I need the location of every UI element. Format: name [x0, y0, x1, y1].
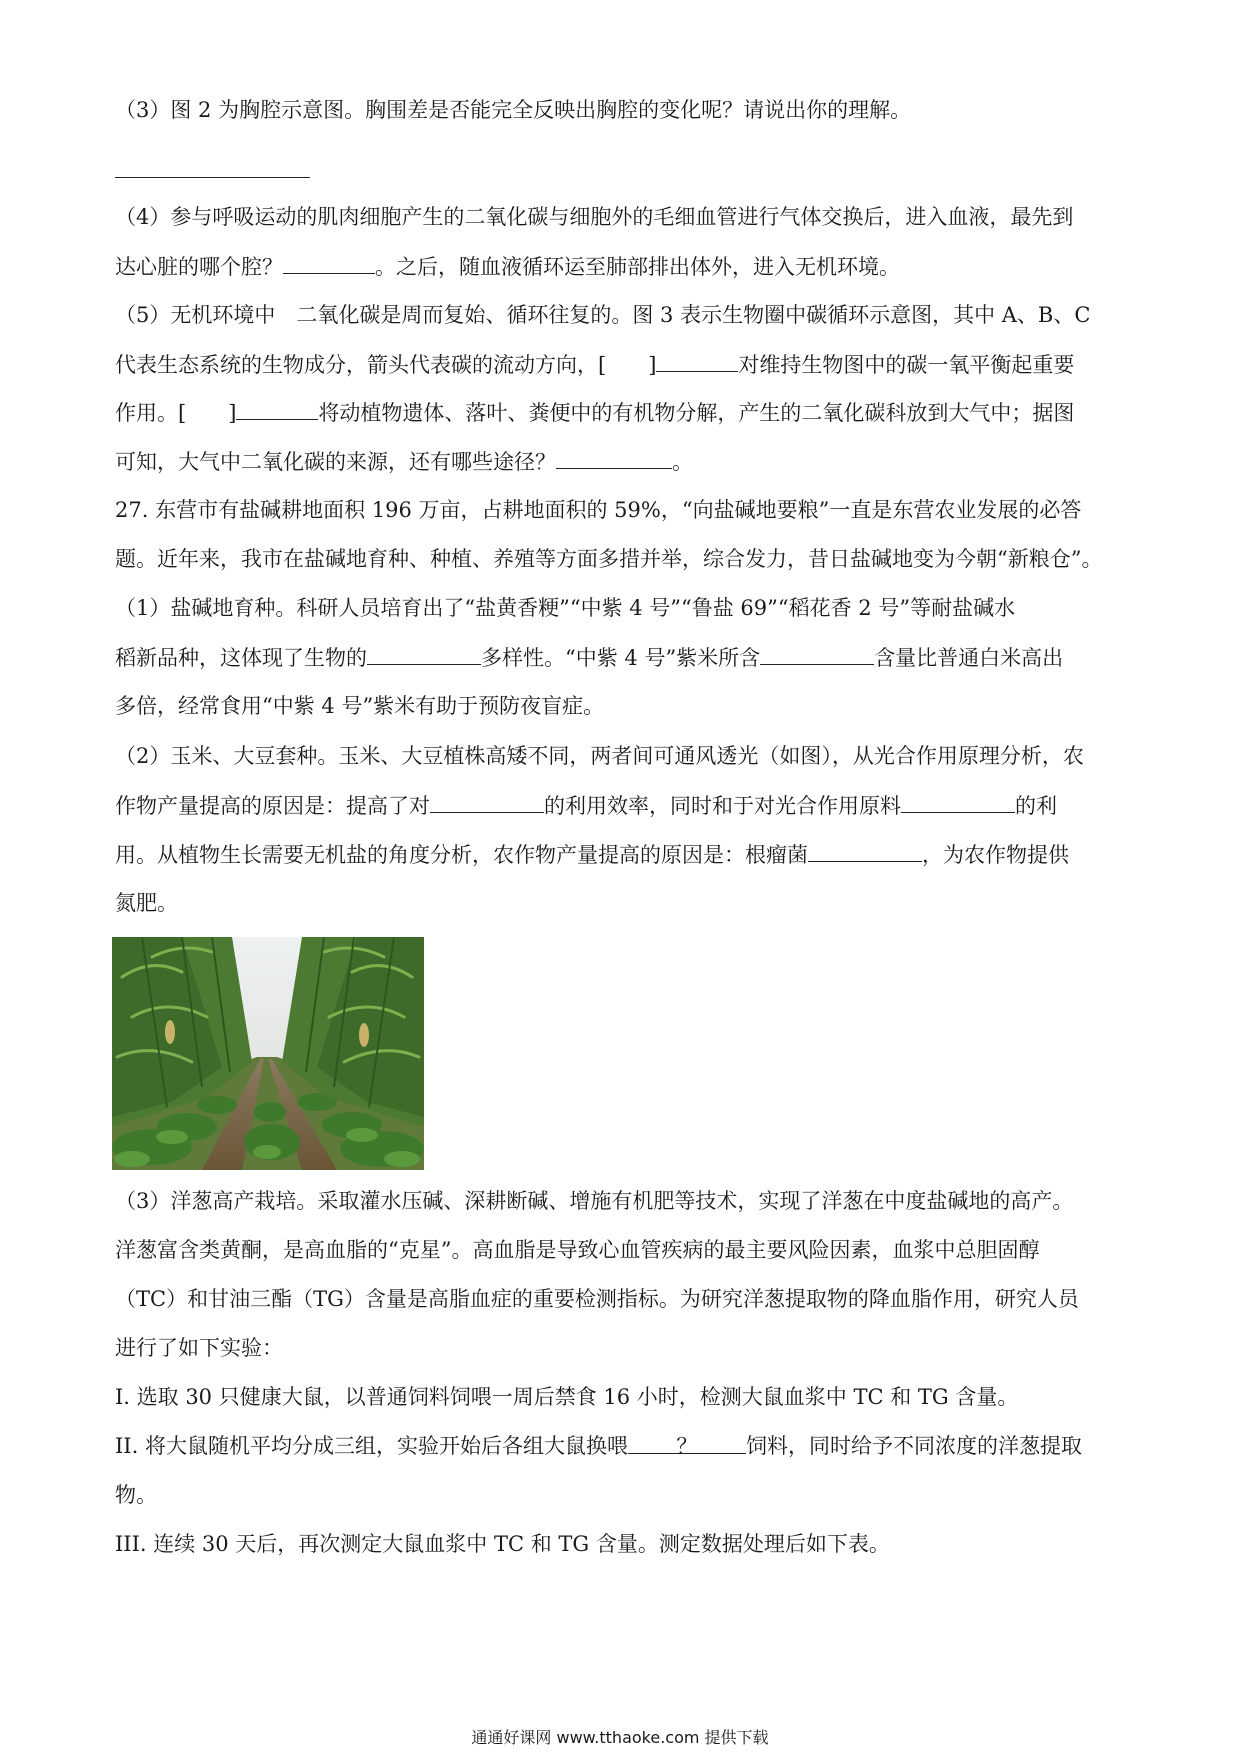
q26-part4-text: 。之后，随血液循环运至肺部排出体外，进入无机环境。: [375, 255, 900, 279]
answer-blank: [283, 251, 375, 274]
q26-part5-text: 作用。[ ]: [115, 401, 237, 425]
q27-step1: I. 选取 30 只健康大鼠，以普通饲料饲喂一周后禁食 16 小时，检测大鼠血浆中 TC 和 TG 含量。: [115, 1385, 1019, 1409]
q27-part2-line4: 氮肥。: [115, 891, 178, 915]
answer-blank: [760, 642, 874, 665]
q27-part2-text: 的利用效率，同时和于对光合作用原料: [544, 794, 901, 818]
q27-part2-text: ，为农作物提供: [922, 843, 1069, 867]
q27-part3-line1: （3）洋葱高产栽培。采取灌水压碱、深耕断碱、增施有机肥等技术，实现了洋葱在中度盐碱地的高产。: [115, 1189, 1074, 1213]
q26-part3-text: （3）图 2 为胸腔示意图。胸围差是否能完全反映出胸腔的变化呢？请说出你的理解。: [115, 98, 912, 122]
q27-part2-line3: [115, 839, 1135, 870]
q27-step2-line1: [115, 1431, 1135, 1461]
q26-part5-text: 。: [672, 450, 693, 474]
q27-step2-line2: 物。: [115, 1483, 157, 1507]
answer-blank: [901, 790, 1015, 813]
q27-part3-line4: 进行了如下实验：: [115, 1336, 283, 1360]
q27-part2-text: 的利: [1015, 794, 1057, 818]
q27-part3-line2: 洋葱富含类黄酮，是高血脂的“克星”。高血脂是导致心血管疾病的最主要风险因素，血浆中总胆固醇: [115, 1238, 1040, 1262]
q27-part1-line3: 多倍，经常食用“中紫 4 号”紫米有助于预防夜盲症。: [115, 694, 605, 718]
q27-part1-text: 含量比普通白米高出: [874, 646, 1064, 670]
answer-line: [115, 177, 310, 178]
q27-part1-text: 稻新品种，这体现了生物的: [115, 646, 367, 670]
q26-part5-line3: [115, 397, 1135, 428]
q27-part1-line2: [115, 642, 1135, 673]
q27-part1-line1: （1）盐碱地育种。科研人员培育出了“盐黄香粳”“中紫 4 号”“鲁盐 69”“稻花香 2 号”等耐盐碱水: [115, 596, 1016, 620]
corn-soybean-intercrop-photo: [112, 937, 424, 1170]
q26-part4-line1: （4）参与呼吸运动的肌肉细胞产生的二氧化碳与细胞外的毛细血管进行气体交换后，进入血液，最先到: [115, 205, 1074, 229]
q27-intro-line1: 27. 东营市有盐碱耕地面积 196 万亩，占耕地面积的 59%，“向盐碱地要粮”一直是东营农业发展的必答: [115, 498, 1082, 522]
q26-part5-text: 对维持生物图中的碳一氧平衡起重要: [738, 353, 1075, 377]
answer-blank: [236, 397, 318, 420]
q27-part2-line2: [115, 790, 1135, 821]
q27-part2-text: 作物产量提高的原因是：提高了对: [115, 794, 430, 818]
q26-part5-text: 将动植物遗体、落叶、粪便中的有机物分解，产生的二氧化碳科放到大气中；据图: [318, 401, 1075, 425]
answer-blank: [556, 446, 672, 469]
answer-blank: [656, 349, 738, 372]
q26-part4-line2: [115, 251, 1135, 282]
page-footer: 通通好课网 www.tthaoke.com 提供下载: [471, 1728, 769, 1747]
q27-part3-line3: （TC）和甘油三酯（TG）含量是高脂血症的重要检测指标。为研究洋葱提取物的降血脂作用，研究人员: [115, 1287, 1079, 1311]
q27-step2-text: II. 将大鼠随机平均分成三组，实验开始后各组大鼠换喂: [115, 1434, 628, 1458]
q26-part5-text: 可知，大气中二氧化碳的来源，还有哪些途径？: [115, 450, 556, 474]
q27-part2-text: 用。从植物生长需要无机盐的角度分析，农作物产量提高的原因是：根瘤菌: [115, 843, 808, 867]
q26-part5-text: 代表生态系统的生物成分，箭头代表碳的流动方向，[ ]: [115, 353, 657, 377]
q27-part1-text: 多样性。“中紫 4 号”紫米所含: [481, 646, 761, 670]
answer-blank: ？: [628, 1431, 746, 1454]
answer-blank: [430, 790, 544, 813]
q26-part5-line1: （5）无机环境中 二氧化碳是周而复始、循环往复的。图 3 表示生物圈中碳循环示意图，其中 A、B、C: [115, 303, 1091, 327]
q27-step2-text: 饲料，同时给予不同浓度的洋葱提取: [745, 1434, 1082, 1458]
answer-blank: [367, 642, 481, 665]
q26-part4-text: 达心脏的哪个腔？: [115, 255, 283, 279]
q27-part2-line1: （2）玉米、大豆套种。玉米、大豆植株高矮不同，两者间可通风透光（如图），从光合作用原理分析，农: [115, 744, 1084, 768]
answer-blank: [808, 839, 922, 862]
q26-part5-line2: [115, 349, 1135, 380]
q26-part5-line4: [115, 446, 1135, 477]
q27-step3: III. 连续 30 天后，再次测定大鼠血浆中 TC 和 TG 含量。测定数据处理后如下表。: [115, 1532, 890, 1556]
q27-intro-line2: 题。近年来，我市在盐碱地育种、种植、养殖等方面多措并举，综合发力，昔日盐碱地变为今朝“新粮仓”。: [115, 547, 1103, 571]
